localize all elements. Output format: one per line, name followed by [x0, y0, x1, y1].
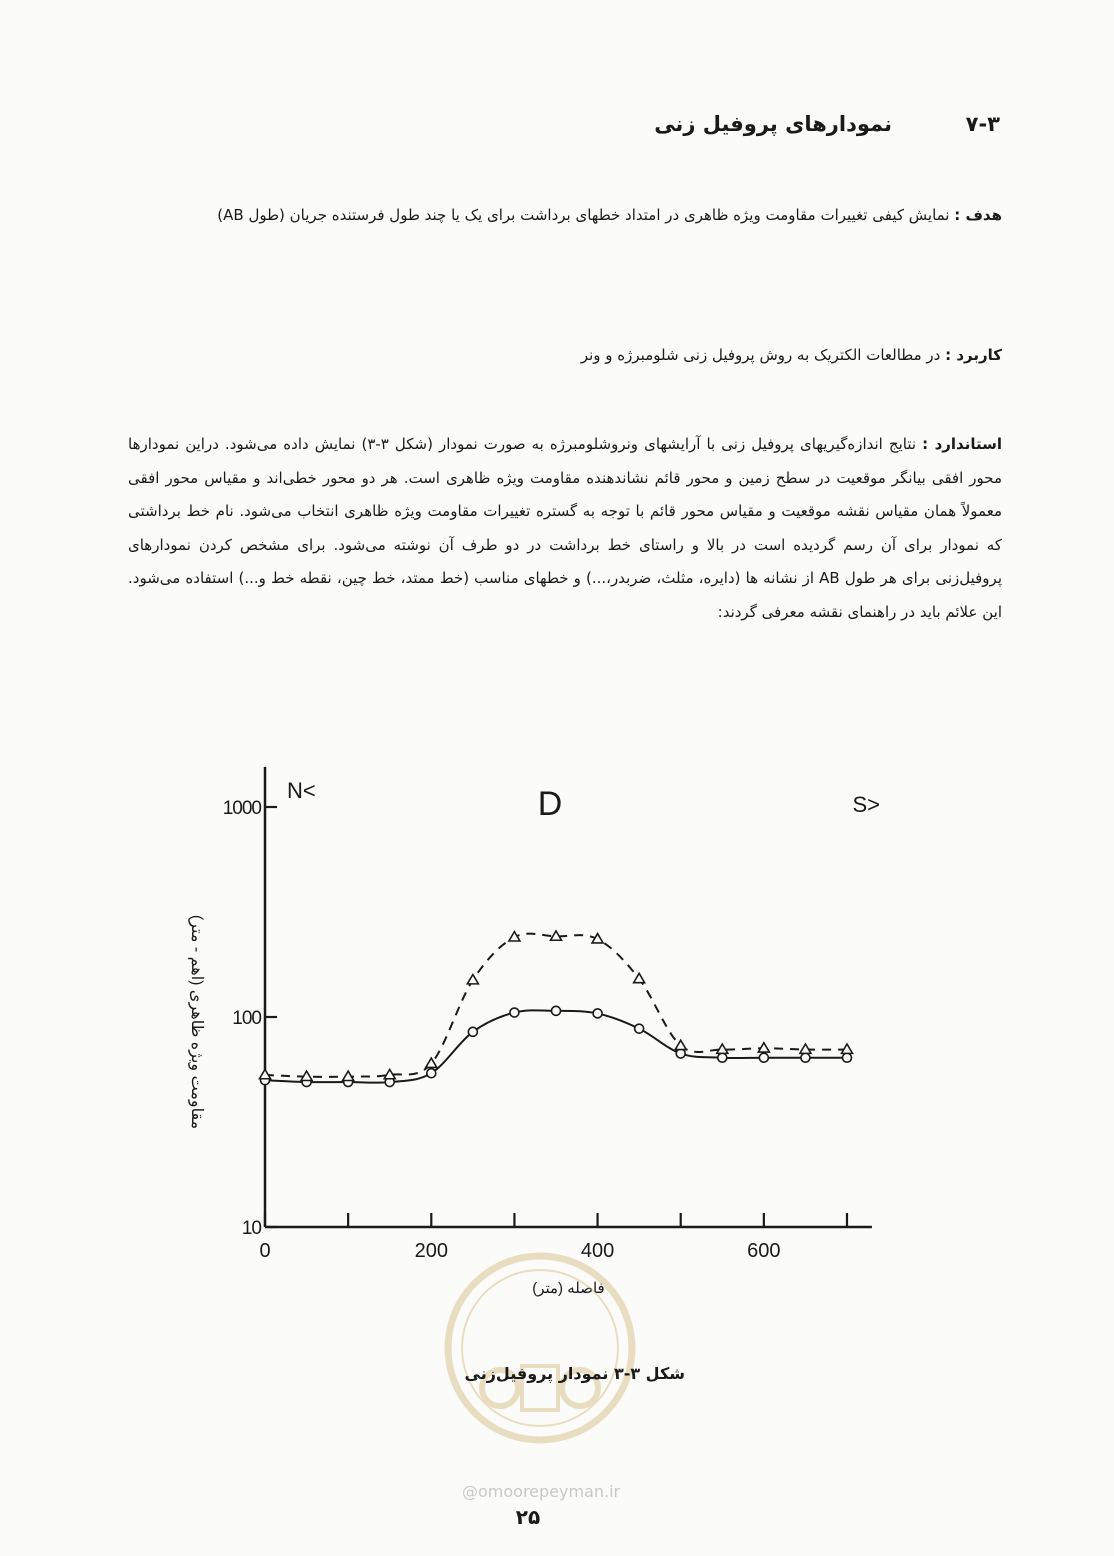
goal-text: نمایش کیفی تغییرات مقاومت ویژه ظاهری در امتداد خطهای برداشت برای یک یا چند طول فرستنده جریان (طول AB) [217, 206, 950, 224]
y-tick-label: 100 [232, 1008, 261, 1029]
series-1-solid-line [265, 1010, 847, 1082]
chart-title: D [537, 785, 563, 823]
goal-label: هدف : [954, 206, 1002, 224]
series-2-triangle-marker [260, 1069, 271, 1078]
x-tick-label: 400 [580, 1240, 615, 1262]
usage-text: در مطالعات الکتریک به روش پروفیل زنی شلومبرژه و ونر [580, 346, 941, 364]
series-1-circle-marker [510, 1008, 519, 1017]
series-1-circle-marker [635, 1024, 644, 1033]
series-1-circle-marker [718, 1053, 727, 1062]
section-heading [560, 112, 1000, 152]
series-1-circle-marker [801, 1053, 810, 1062]
section-title: نمودارهای پروفیل زنی [654, 112, 892, 136]
standard-paragraph [128, 428, 1002, 629]
standard-label: استاندارد : [922, 435, 1002, 453]
x-tick-label: 0 [259, 1240, 271, 1262]
series-1-circle-marker [843, 1053, 852, 1062]
series-1-circle-marker [427, 1069, 436, 1078]
watermark-seal [440, 1248, 640, 1448]
series-2-triangle-marker [675, 1040, 686, 1049]
standard-text: نتایج اندازه‌گیریهای پروفیل زنی با آرایشهای ونروشلومبرژه به صورت نمودار (شکل ۳-۳) نمایش داده می‌شود. دراین نمودارها محور افقی بیانگر موقعیت در سطح زمین و محور قائم نشاندهنده مقاومت ویژه ظاهری است. هر دو محور خطی‌اند و مقیاس محور افقی معمولاً همان مقیاس نقشه موقعیت و مقیاس محور قائم با توجه به گستره تغییرات مقاومت ویژه ظاهری انتخاب می‌شود. نام خط برداشتی که نمودار برای آن رسم گردیده است در بالا و راستای خط برداشت در دو طرف آن نوشته می‌شود. برای مشخص کردن نمودارهای پروفیل‌زنی برای هر طول AB از نشانه ها (دایره، مثلث، ضربدر،...) و خطهای مناسب (خط ممتد، خط چین، نقطه خط و...) استفاده می‌شود. این علائم باید در راهنمای نقشه معرفی گردند: [128, 435, 1002, 621]
figure-caption: شکل ۳-۳ نمودار پروفیل‌زنی [464, 1364, 685, 1383]
page-number: ۲۵ [515, 1505, 541, 1529]
x-axis-label: فاصله (متر) [532, 1280, 605, 1297]
series-1-circle-marker [593, 1009, 602, 1018]
y-axis-label: مقاومت ویژه ظاهری (اهم - متر) [188, 914, 205, 1130]
series-1-circle-marker [552, 1006, 561, 1015]
series-1-circle-marker [468, 1027, 477, 1036]
series-2-triangle-marker [426, 1058, 437, 1067]
chart-svg [150, 760, 910, 1297]
x-tick-label: 600 [747, 1240, 781, 1262]
watermark-url: @omoorepeyman.ir [462, 1482, 621, 1501]
series-1-circle-marker [759, 1053, 768, 1062]
series-1-circle-marker [676, 1049, 685, 1058]
left-direction-label: N< [287, 778, 316, 803]
y-tick-label: 10 [241, 1218, 261, 1239]
right-direction-label: S> [852, 792, 880, 817]
usage-paragraph [128, 340, 1002, 370]
goal-paragraph [128, 200, 1002, 230]
usage-label: کاربرد : [945, 346, 1002, 364]
profile-chart [150, 760, 910, 1297]
series-2-triangle-marker [467, 975, 478, 984]
series-2-triangle-marker [634, 973, 645, 982]
x-tick-label: 200 [414, 1240, 448, 1262]
y-tick-label: 1000 [222, 798, 261, 819]
section-number: ۷-۳ [965, 112, 1000, 136]
